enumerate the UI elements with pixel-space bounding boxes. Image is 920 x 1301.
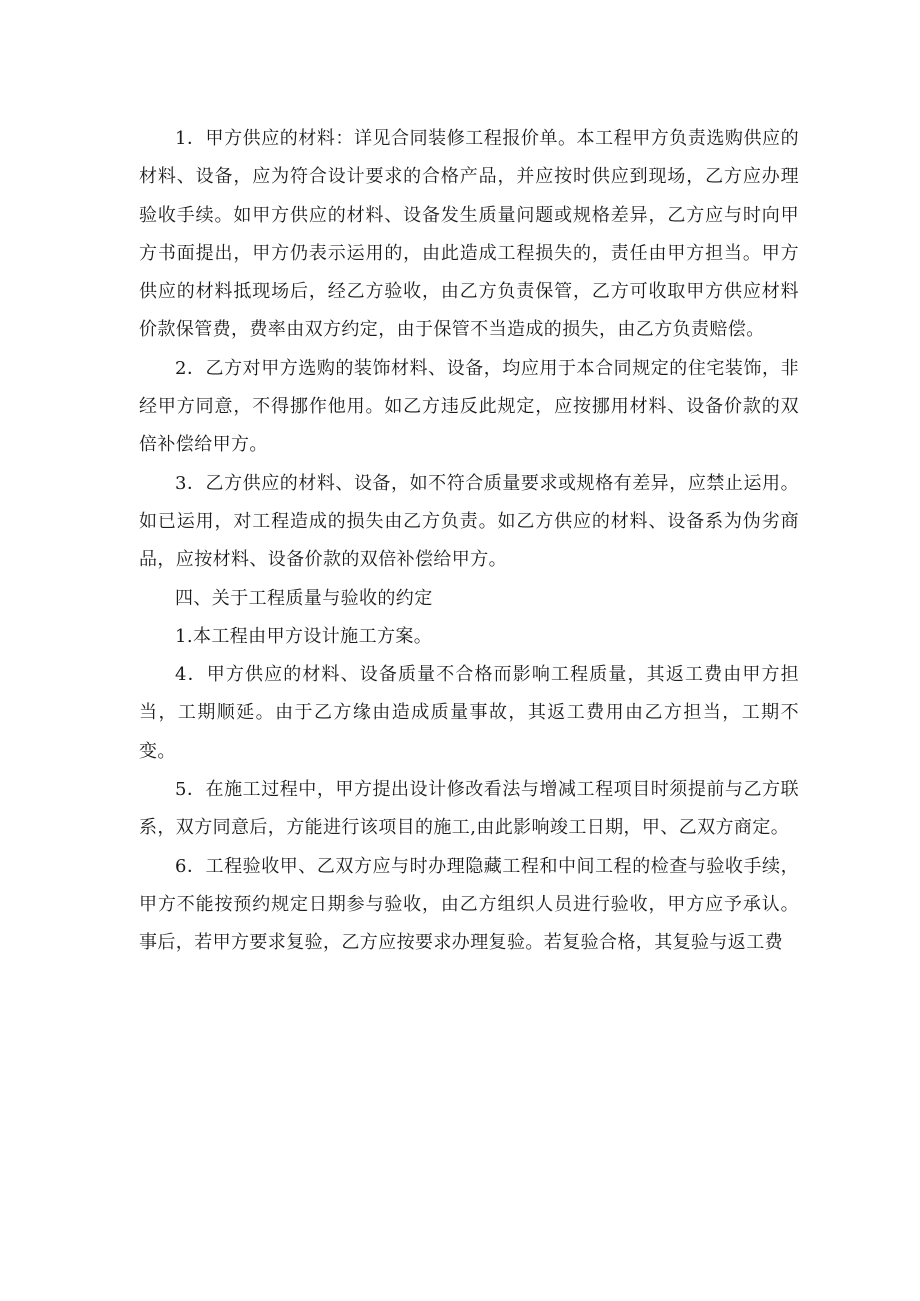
clause-paragraph: 4．甲方供应的材料、设备质量不合格而影响工程质量，其返工费由甲方担当，工期顺延。由于乙方缘由造成质量事故，其返工费用由乙方担当，工期不变。 [139,664,799,762]
clause-paragraph: 2．乙方对甲方选购的装饰材料、设备，均应用于本合同规定的住宅装饰，非经甲方同意，不得挪作他用。如乙方违反此规定，应按挪用材料、设备价款的双倍补偿给甲方。 [139,357,799,456]
clause-paragraph: 1．甲方供应的材料：详见合同装修工程报价单。本工程甲方负责选购供应的材料、设备，应为符合设计要求的合格产品，并应按时供应到现场，乙方应办理验收手续。如甲方供应的材料、设备发生质量问题或规格差异，乙方应与时向甲方书面提出，甲方仍表示运用的，由此造成工程损失的，责任由甲方担当。甲方供应的材料抵现场后，经乙方验收，由乙方负责保管，乙方可收取甲方供应材料价款保管费，费率由双方约定，由于保管不当造成的损失，由乙方负责赔偿。 [139,128,799,341]
contract-body [139,120,799,963]
clause-paragraph: 3．乙方供应的材料、设备，如不符合质量要求或规格有差异，应禁止运用。如已运用，对工程造成的损失由乙方负责。如乙方供应的材料、设备系为伪劣商品，应按材料、设备价款的双倍补偿给甲方。 [139,472,799,571]
clause-paragraph: 5．在施工过程中，甲方提出设计修改看法与增减工程项目时须提前与乙方联系，双方同意后，方能进行该项目的施工,由此影响竣工日期，甲、乙双方商定。 [139,779,799,839]
clause-paragraph: 6．工程验收甲、乙双方应与时办理隐藏工程和中间工程的检查与验收手续，甲方不能按预约规定日期参与验收，由乙方组织人员进行验收，甲方应予承认。事后，若甲方要求复验，乙方应按要求办理复验。若复验合格，其复验与返工费 [139,855,799,954]
section-heading: 四、关于工程质量与验收的约定 [175,587,433,609]
clause-paragraph: 1.本工程由甲方设计施工方案。 [175,625,433,647]
